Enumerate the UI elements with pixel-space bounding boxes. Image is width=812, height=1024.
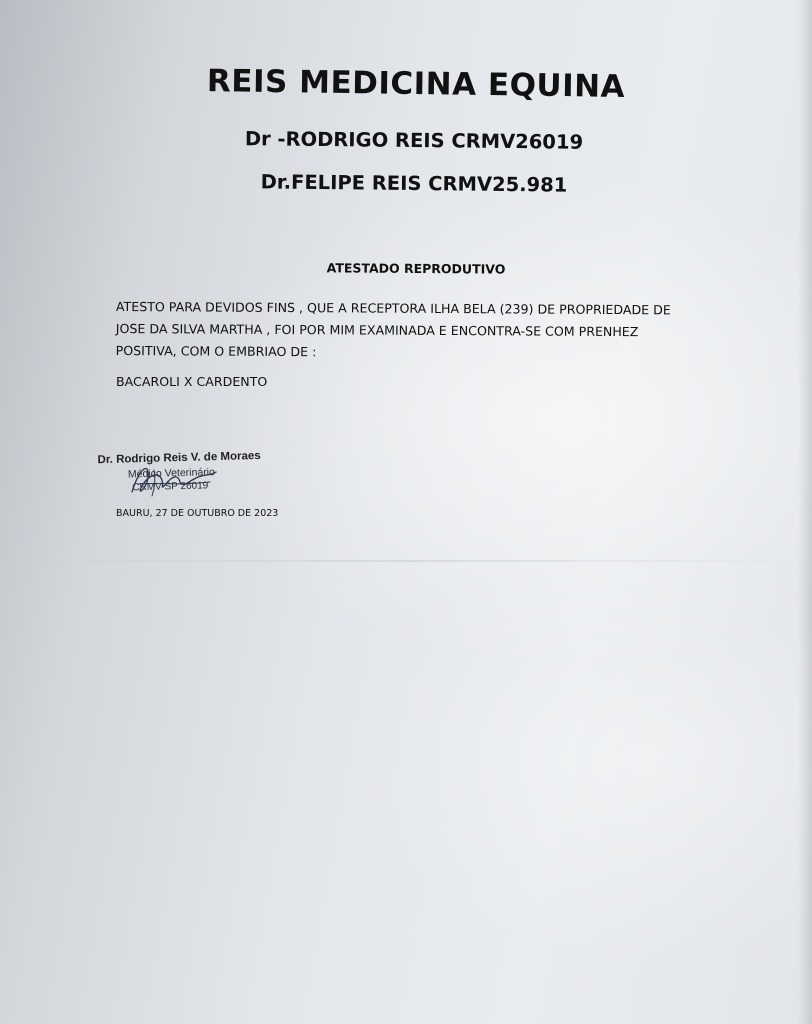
stamp-role: Médico Veterinário	[127, 466, 216, 481]
embryo-cross: BACAROLI X CARDENTO	[116, 374, 268, 389]
document-title: ATESTADO REPRODUTIVO	[326, 260, 506, 277]
body-line-3: POSITIVA, COM O EMBRIAO DE :	[115, 342, 317, 360]
certificate-body	[116, 296, 736, 366]
paper-fold	[0, 560, 812, 562]
body-line-2: JOSE DA SILVA MARTHA , FOI POR MIM EXAMINADA E ENCONTRA-SE COM PRENHEZ	[115, 320, 639, 340]
company-name: REIS MEDICINA EQUINA	[206, 63, 626, 105]
stamp-name: Dr. Rodrigo Reis V. de Moraes	[97, 449, 261, 467]
stamp-registration: CRMV-SP 26019	[132, 480, 209, 494]
signature-icon	[118, 456, 238, 502]
doctor-2-credential: Dr.FELIPE REIS CRMV25.981	[260, 170, 568, 197]
body-line-1: ATESTO PARA DEVIDOS FINS , QUE A RECEPTORA ILHA BELA (239) DE PROPRIEDADE DE	[115, 298, 671, 318]
doctor-1-credential: Dr -RODRIGO REIS CRMV26019	[244, 127, 584, 154]
place-and-date: BAURU, 27 DE OUTUBRO DE 2023	[116, 508, 279, 519]
